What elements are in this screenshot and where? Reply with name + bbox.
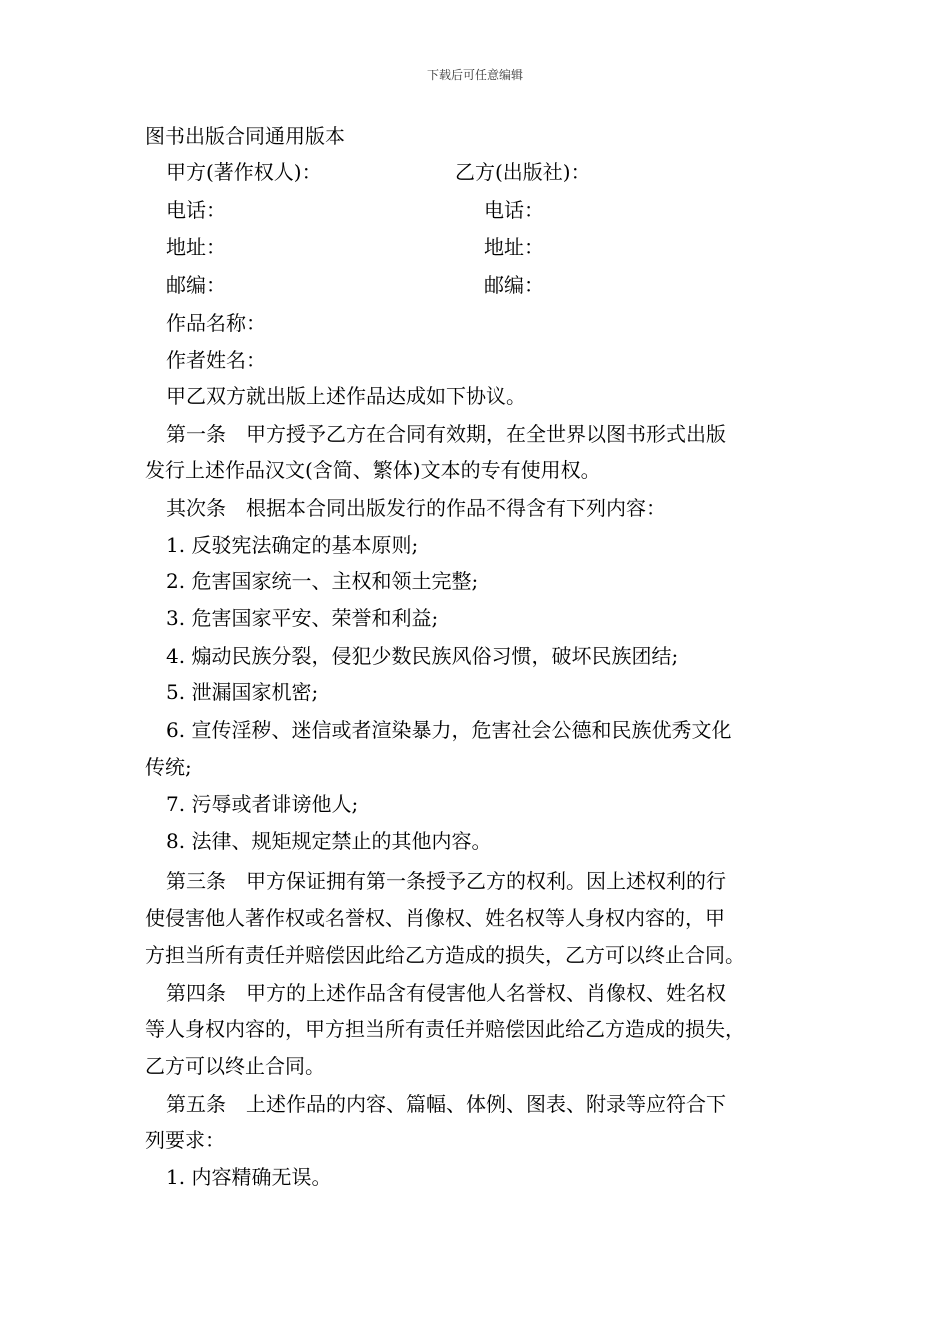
document-title: 图书出版合同通用版本 <box>145 124 345 148</box>
article-4-line-1: 第四条 甲方的上述作品含有侵害他人名誉权、肖像权、姓名权 <box>166 981 726 1005</box>
agreement-intro: 甲乙双方就出版上述作品达成如下协议。 <box>166 384 526 408</box>
work-name-field: 作品名称： <box>166 311 266 335</box>
party-a-address: 地址： <box>166 235 226 259</box>
party-b-label: 乙方(出版社)： <box>455 160 591 184</box>
page-header: 下载后可任意编辑 <box>426 68 523 82</box>
list-item-1: 1. 反驳宪法确定的基本原则; <box>166 533 419 557</box>
list-item-8: 8. 法律、规矩规定禁止的其他内容。 <box>166 829 492 853</box>
article-2: 其次条 根据本合同出版发行的作品不得含有下列内容： <box>166 496 666 520</box>
article-5-line-2: 列要求： <box>145 1128 225 1152</box>
article-5-item-1: 1. 内容精确无误。 <box>166 1165 332 1189</box>
list-item-6-line-2: 传统; <box>145 755 192 779</box>
party-a-label: 甲方(著作权人)： <box>166 160 322 184</box>
party-a-phone: 电话： <box>166 198 226 222</box>
article-4-line-3: 乙方可以终止合同。 <box>145 1054 325 1078</box>
list-item-3: 3. 危害国家平安、荣誉和利益; <box>166 606 439 630</box>
article-4-line-2: 等人身权内容的，甲方担当所有责任并赔偿因此给乙方造成的损失， <box>145 1017 745 1041</box>
party-a-postcode: 邮编： <box>166 273 226 297</box>
list-item-4: 4. 煽动民族分裂，侵犯少数民族风俗习惯，破坏民族团结; <box>166 644 679 668</box>
article-1-line-1: 第一条 甲方授予乙方在合同有效期，在全世界以图书形式出版 <box>166 422 726 446</box>
article-5-line-1: 第五条 上述作品的内容、篇幅、体例、图表、附录等应符合下 <box>166 1092 726 1116</box>
list-item-5: 5. 泄漏国家机密; <box>166 680 319 704</box>
list-item-2: 2. 危害国家统一、主权和领土完整; <box>166 569 479 593</box>
article-1-line-2: 发行上述作品汉文(含简、繁体)文本的专有使用权。 <box>145 458 601 482</box>
article-3-line-3: 方担当所有责任并赔偿因此给乙方造成的损失，乙方可以终止合同。 <box>145 943 745 967</box>
party-b-phone: 电话： <box>484 198 544 222</box>
party-b-address: 地址： <box>484 235 544 259</box>
list-item-6-line-1: 6. 宣传淫秽、迷信或者渲染暴力，危害社会公德和民族优秀文化 <box>166 718 732 742</box>
party-b-postcode: 邮编： <box>484 273 544 297</box>
article-3-line-2: 使侵害他人著作权或名誉权、肖像权、姓名权等人身权内容的，甲 <box>145 906 725 930</box>
list-item-7: 7. 污辱或者诽谤他人; <box>166 792 359 816</box>
author-name-field: 作者姓名： <box>166 348 266 372</box>
article-3-line-1: 第三条 甲方保证拥有第一条授予乙方的权利。因上述权利的行 <box>166 869 726 893</box>
